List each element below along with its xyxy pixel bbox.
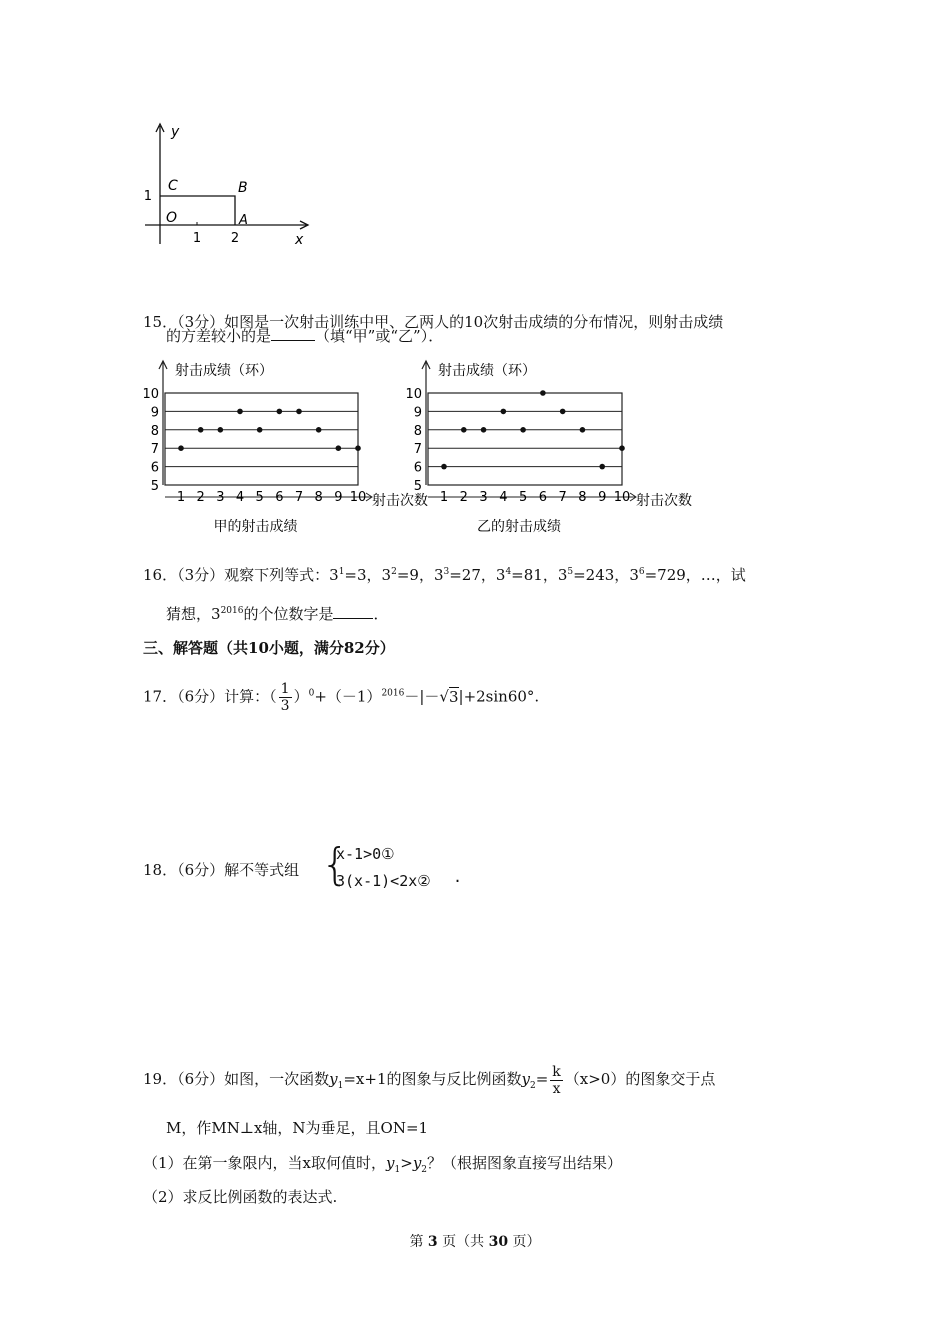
- chart-jia: [140, 355, 440, 545]
- q16-result: =243，: [573, 566, 630, 584]
- data-point: [316, 427, 322, 433]
- q15-answer-blank: [271, 326, 315, 341]
- x-tick-label: 5: [255, 490, 264, 505]
- x-tick-label: 3: [216, 490, 225, 505]
- q19-numerator: k: [552, 1063, 561, 1080]
- y-tick-label: 9: [150, 405, 159, 421]
- data-point: [481, 427, 487, 433]
- x-tick-label: 2: [459, 490, 468, 505]
- data-point: [257, 427, 263, 433]
- q18-suffix: .: [453, 868, 463, 886]
- q19-prefix: 19．（6分）如图，一次函数: [143, 1070, 330, 1088]
- footer-total: 30: [488, 1234, 509, 1250]
- y-axis-title: 射击成绩（环）: [175, 363, 273, 379]
- q19-part1-sub1: 1: [394, 1165, 401, 1175]
- q19-denominator: x: [552, 1080, 561, 1097]
- q16-result: =81，: [511, 566, 558, 584]
- label-O: O: [166, 210, 178, 226]
- y-tick-label: 6: [150, 460, 159, 476]
- x-tick-label: 8: [578, 490, 587, 505]
- x-tick-label: 7: [294, 490, 304, 505]
- q16-exp: 2: [391, 567, 397, 577]
- q19-part1-a: （1）在第一象限内，当x取何值时，: [143, 1154, 387, 1172]
- x-tick-label: 9: [598, 490, 607, 505]
- coordinate-figure: [140, 118, 320, 253]
- y-axis-title: 射击成绩（环）: [438, 363, 536, 379]
- label-C: C: [168, 178, 178, 194]
- q19-part1-gt: >: [400, 1154, 413, 1172]
- q17-exp0: 0: [308, 688, 315, 699]
- tick-label-x2: 2: [230, 231, 240, 246]
- q17-fraction: [279, 681, 292, 714]
- x-tick-label: 6: [275, 490, 284, 505]
- x-tick-label: 2: [196, 490, 205, 505]
- x-tick-label: 6: [538, 490, 548, 505]
- page-footer: [0, 1231, 950, 1251]
- q16-result: =3，: [344, 566, 382, 584]
- q15-line1: 15．（3分）如图是一次射击训练中甲、乙两人的10次射击成绩的分布情况，则射击成绩: [143, 313, 724, 331]
- q16-line2-b: 的个位数字是: [243, 605, 334, 623]
- chart-yi: [400, 355, 700, 545]
- q16-exp: 3: [443, 567, 450, 577]
- x-tick-label: 8: [314, 490, 323, 505]
- q17-part1: ）: [293, 687, 309, 706]
- q17-part3: －|－: [404, 687, 440, 706]
- q17-part2: +（－1）: [314, 687, 382, 706]
- y-tick-label: 6: [413, 460, 422, 476]
- x-tick-label: 10: [613, 490, 631, 505]
- q16-prefix: 16．（3分）观察下列等式：: [143, 566, 330, 584]
- x-tick-label: 10: [349, 490, 367, 505]
- y-tick-label: 7: [413, 442, 422, 458]
- label-A: A: [239, 213, 248, 228]
- q17-prefix: 17．（6分）计算：（: [143, 687, 277, 706]
- q19-sub1: 1: [337, 1081, 344, 1091]
- q17-line: [143, 681, 540, 714]
- footer-page: 3: [427, 1234, 438, 1250]
- q19-y1: y: [329, 1070, 338, 1088]
- q16-base: 3: [557, 566, 568, 584]
- q16-base: 3: [211, 605, 221, 623]
- label-y: y: [171, 124, 180, 140]
- x-axis-title: 射击次数: [372, 493, 428, 509]
- x-tick-label: 4: [235, 490, 245, 505]
- q19-mid: =x+1的图象与反比例函数: [343, 1070, 522, 1088]
- q18-prefix: 18．（6分）解不等式组: [143, 861, 300, 879]
- footer-a: 第: [409, 1234, 424, 1250]
- q19-y2: y: [521, 1070, 530, 1088]
- q16-line2: [166, 604, 389, 624]
- y-tick-label: 5: [150, 479, 159, 494]
- q19-part1-sub2: 2: [421, 1165, 428, 1175]
- y-tick-label: 7: [150, 442, 159, 458]
- data-point: [296, 409, 302, 415]
- q16-exp: 2016: [220, 606, 244, 616]
- q16-base: 3: [329, 566, 339, 584]
- data-point: [277, 409, 283, 415]
- tick-label-y1: 1: [143, 189, 152, 204]
- q16-base: 3: [433, 566, 444, 584]
- q19-fraction: [550, 1064, 562, 1097]
- y-tick-label: 9: [413, 405, 422, 421]
- q16-base: 3: [629, 566, 639, 584]
- x-tick-label: 1: [439, 490, 449, 505]
- y-tick-label: 5: [413, 479, 422, 494]
- q19-line1: [143, 1062, 715, 1096]
- q17-denominator: 3: [280, 698, 290, 714]
- q19-part1-y2: y: [412, 1154, 422, 1172]
- data-point: [237, 409, 243, 415]
- q16-line2-a: 猜想，: [166, 605, 212, 623]
- data-point: [178, 445, 184, 451]
- x-axis-title: 射击次数: [636, 493, 692, 509]
- label-B: B: [238, 180, 248, 196]
- chart-caption: 甲的射击成绩: [213, 519, 298, 535]
- q19-tail: （x>0）的图象交于点: [564, 1070, 716, 1088]
- y-tick-label: 8: [150, 423, 159, 439]
- label-x: x: [295, 232, 304, 248]
- sqrt-sign: √: [439, 687, 449, 706]
- q17-numerator: 1: [280, 681, 290, 697]
- q17-radicand: 3: [448, 687, 459, 706]
- q16-base: 3: [381, 566, 392, 584]
- data-point: [560, 409, 566, 415]
- chart-caption: 乙的射击成绩: [477, 519, 561, 535]
- q16-exp: 5: [567, 567, 574, 577]
- q19-part1: [143, 1153, 622, 1173]
- y-tick-label: 8: [413, 423, 422, 439]
- plot-frame: [165, 393, 358, 485]
- q16-base: 3: [495, 566, 506, 584]
- q18-row2: 3(x-1)<2x②: [336, 872, 431, 890]
- data-point: [599, 464, 605, 470]
- x-tick-label: 9: [334, 490, 343, 505]
- tick-label-x1: 1: [192, 231, 202, 246]
- q15-line2: [166, 326, 443, 346]
- q19-eq: =: [535, 1070, 549, 1088]
- brace: {: [321, 839, 349, 890]
- q16-line2-c: ．: [373, 605, 389, 623]
- plot-frame: [428, 393, 622, 485]
- q16-exp: 1: [338, 567, 345, 577]
- x-tick-label: 4: [499, 490, 508, 505]
- q16-line1: [143, 565, 746, 585]
- q19-part1-y1: y: [386, 1154, 395, 1172]
- q19-sub2: 2: [529, 1081, 536, 1091]
- q15-line2-a: 的方差较小的是: [166, 327, 272, 345]
- q19-line2: M，作MN⊥x轴，N为垂足，且ON=1: [166, 1119, 429, 1137]
- data-point: [441, 464, 447, 470]
- y-tick-label: 10: [405, 387, 422, 402]
- q15-line2-b: （填“甲”或“乙”）．: [315, 327, 444, 345]
- q19-part1-b: ？（根据图象直接写出结果）: [427, 1154, 623, 1172]
- footer-c: 页）: [512, 1234, 541, 1250]
- y-tick-label: 10: [142, 387, 159, 402]
- x-tick-label: 7: [558, 490, 567, 505]
- data-point: [461, 427, 467, 433]
- q18-row1: x-1>0①: [336, 845, 395, 863]
- data-point: [336, 445, 342, 451]
- x-tick-label: 3: [479, 490, 488, 505]
- data-point: [501, 409, 507, 415]
- data-point: [218, 427, 224, 433]
- data-point: [520, 427, 526, 433]
- q16-result: =9，: [396, 566, 434, 584]
- data-point: [580, 427, 586, 433]
- q16-result: =27，: [449, 566, 496, 584]
- q19-part2: （2）求反比例函数的表达式.: [143, 1188, 338, 1206]
- q16-result: =729，…，试: [644, 566, 746, 584]
- data-point: [355, 445, 361, 451]
- q16-answer-blank: [333, 604, 373, 619]
- section-heading: 三、解答题（共10小题，满分82分）: [143, 639, 395, 657]
- q17-part4: |+2sin60°.: [458, 687, 540, 706]
- q17-exp2016: 2016: [381, 688, 405, 699]
- footer-b: 页（共: [442, 1234, 485, 1250]
- q16-exp: 6: [638, 567, 645, 577]
- data-point: [198, 427, 204, 433]
- x-tick-label: 1: [176, 490, 186, 505]
- data-point: [619, 445, 625, 451]
- q16-exp: 4: [505, 567, 512, 577]
- x-tick-label: 5: [518, 490, 528, 505]
- data-point: [540, 390, 546, 396]
